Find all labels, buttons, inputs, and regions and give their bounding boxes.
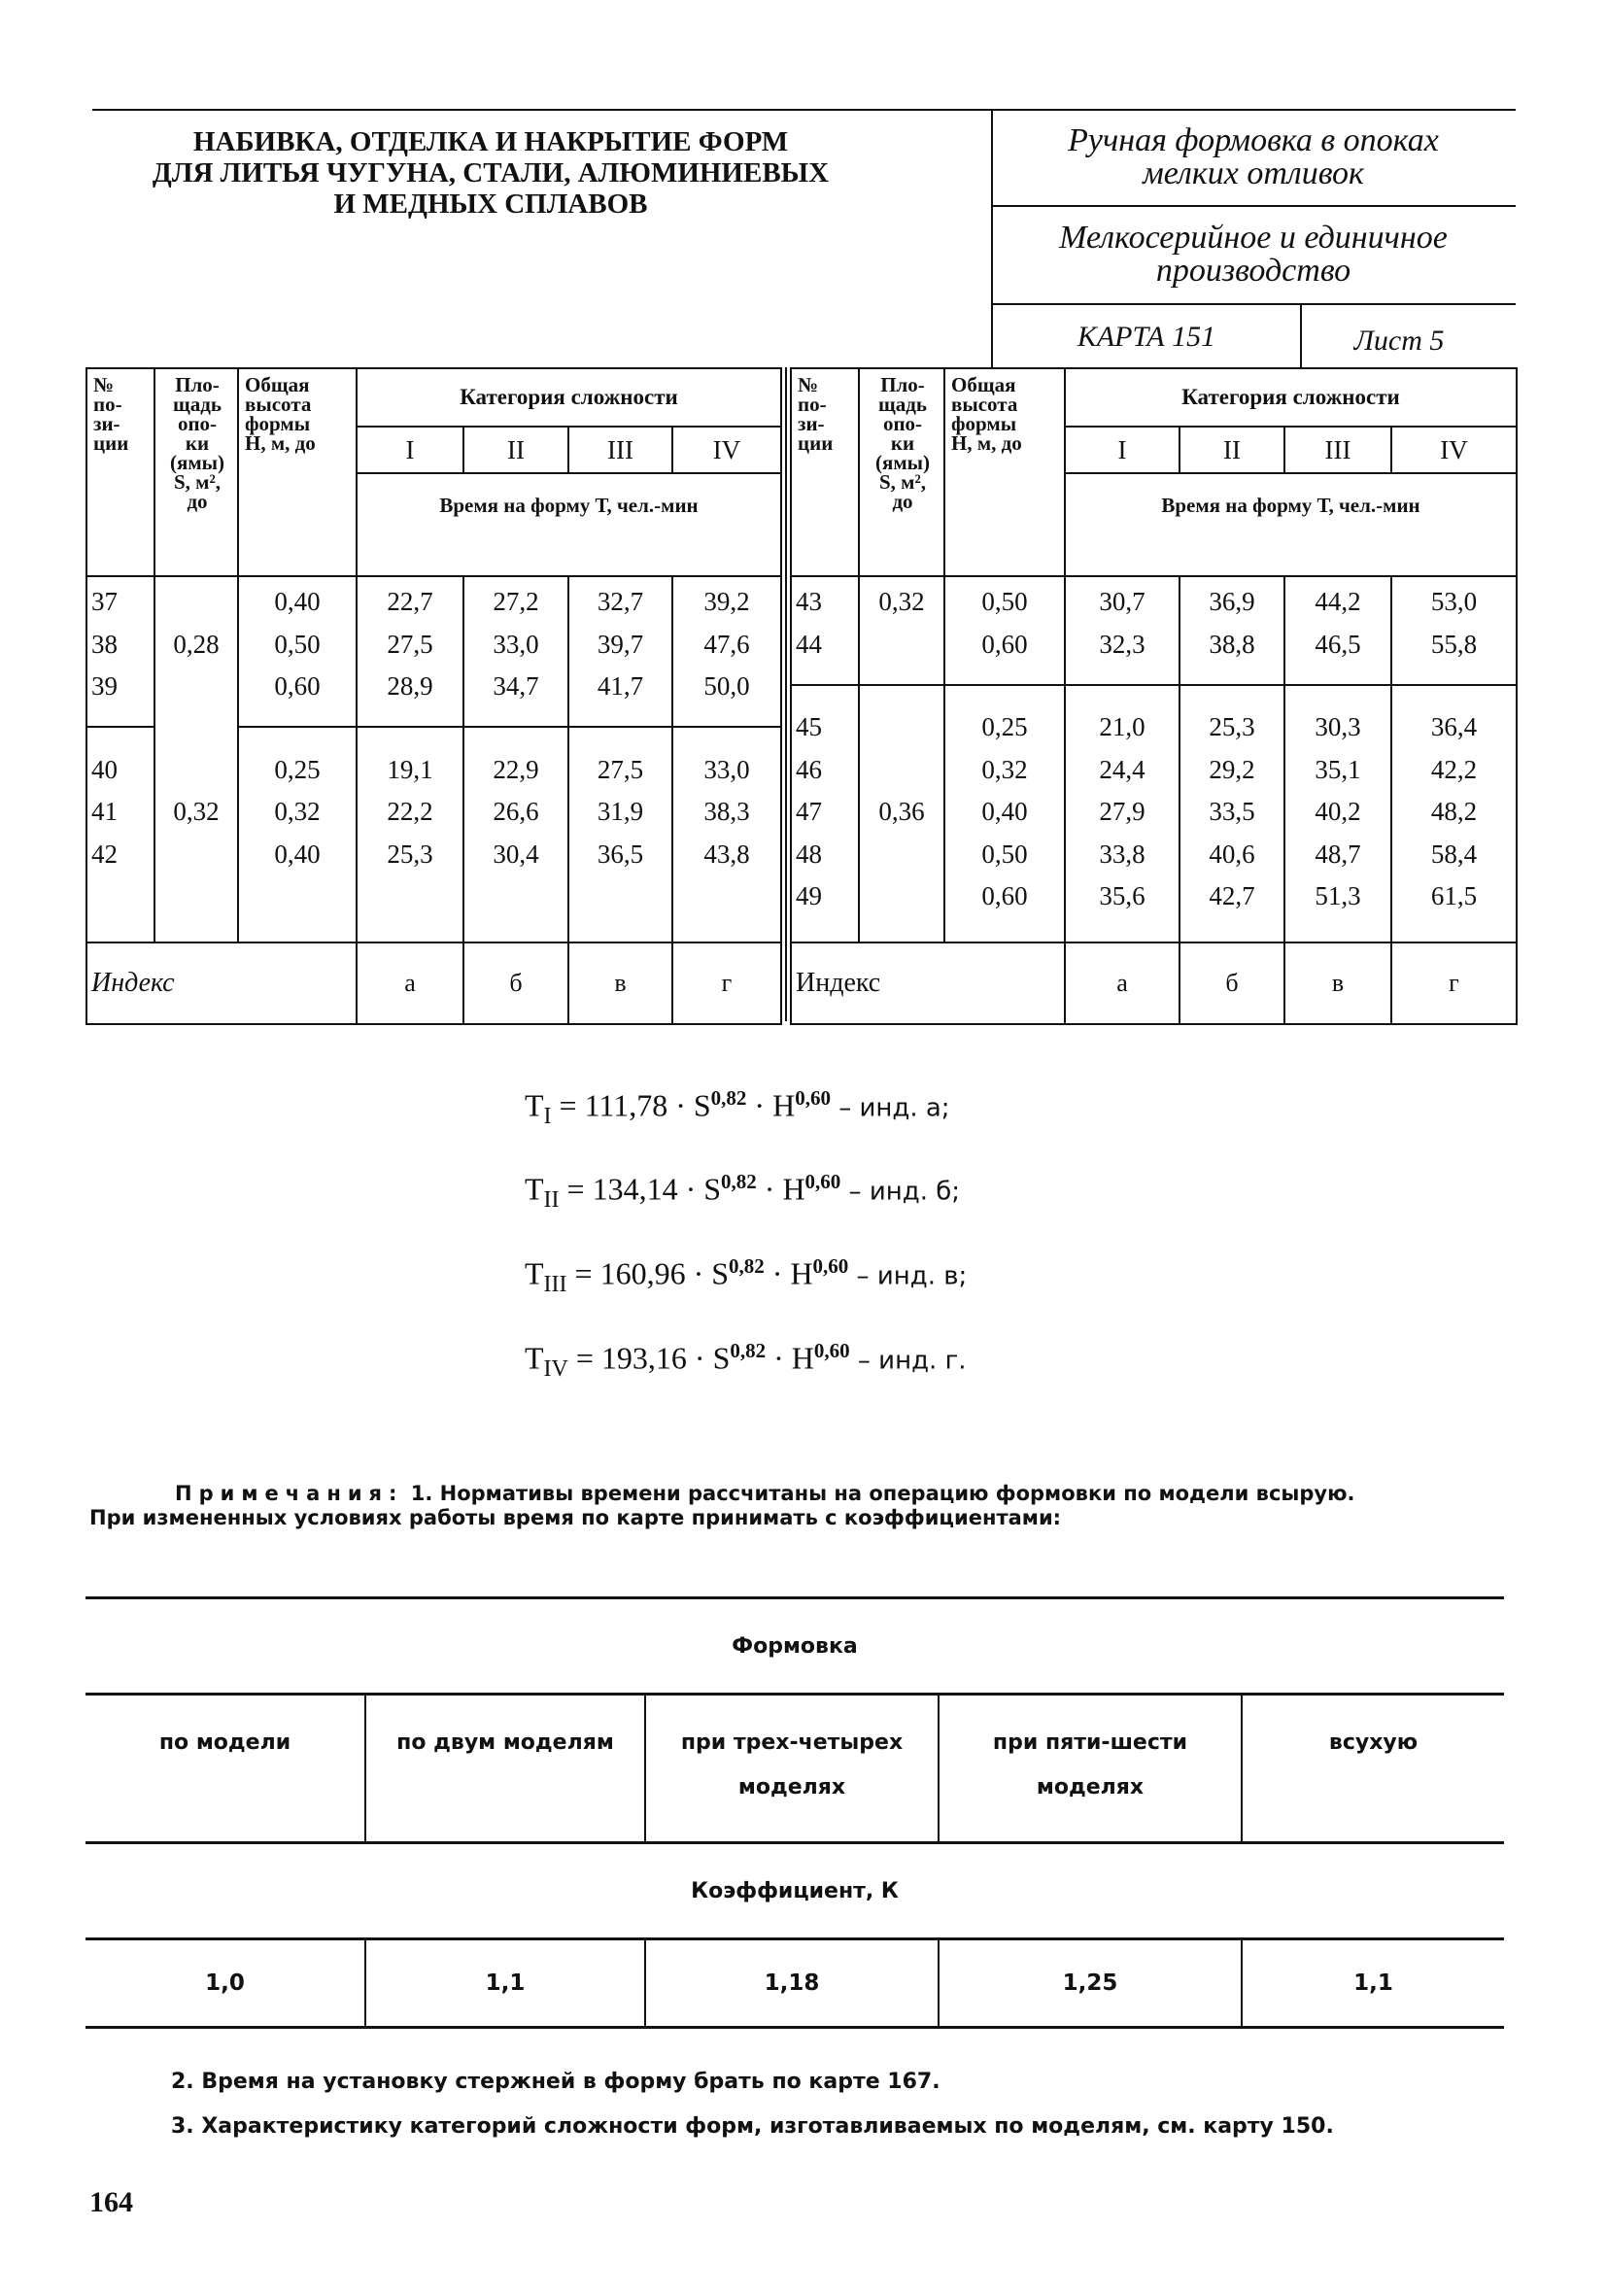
- notes-label: Примечания:: [175, 1482, 404, 1505]
- area-column: [154, 576, 238, 942]
- area-cell: 0,36: [878, 797, 925, 826]
- time-cell: 25,3: [387, 839, 433, 869]
- time-cell: 39,7: [597, 629, 644, 659]
- index-a: а: [1065, 942, 1180, 1024]
- formula-index: – инд. г.: [849, 1346, 967, 1376]
- category-III: III: [568, 427, 672, 473]
- formula-subscript: IV: [543, 1356, 568, 1383]
- area-cell: 0,32: [878, 587, 925, 616]
- category-header: Категория сложности: [357, 368, 781, 427]
- cat-II-column: [1180, 576, 1284, 942]
- molding-type-cell: [1242, 1695, 1504, 1843]
- position-header: [86, 368, 154, 576]
- category-II: II: [463, 427, 568, 473]
- area-header: [154, 368, 238, 576]
- time-cell: 25,3: [1209, 712, 1255, 741]
- time-cell: 42,2: [1430, 754, 1478, 784]
- coefficient-value: 1,1: [1242, 1939, 1504, 2028]
- time-cell: 36,4: [1430, 712, 1478, 741]
- method-line: мелких отливок: [1143, 155, 1364, 191]
- formula-exponent: 0,82: [721, 1170, 757, 1193]
- header-line: H, м, до: [245, 431, 316, 455]
- header-line: опо-: [882, 412, 923, 435]
- title-line: ДЛЯ ЛИТЬЯ ЧУГУНА, СТАЛИ, АЛЮМИНИЕВЫХ: [152, 157, 830, 188]
- time-cell: 32,3: [1099, 629, 1145, 659]
- molding-type-line: моделях: [737, 1775, 846, 1799]
- time-cell: 38,8: [1209, 629, 1255, 659]
- time-cell: 55,8: [1430, 629, 1478, 659]
- cat-I-column: [1065, 576, 1180, 942]
- left-table: [85, 367, 782, 1025]
- time-header: Время на форму Т, чел.-мин: [357, 473, 781, 576]
- header-line: S, м²,: [173, 470, 222, 494]
- time-cell: 26,6: [493, 797, 539, 826]
- position-cell: 41: [91, 797, 118, 826]
- position-cell: 43: [796, 587, 822, 616]
- molding-type-line: по модели: [158, 1731, 291, 1755]
- category-I: I: [1065, 427, 1180, 473]
- formula-term: · H: [764, 1255, 813, 1291]
- table-split-line: [785, 367, 787, 1021]
- coefficient-header: Коэффициент, К: [85, 1843, 1504, 1939]
- row-gap: [1392, 666, 1516, 706]
- formula-exponent: 0,82: [729, 1254, 765, 1278]
- time-cell: 22,7: [387, 587, 433, 616]
- note-1: [175, 1482, 1355, 1505]
- right-group-separator: [790, 684, 1516, 686]
- time-cell: 36,5: [597, 839, 644, 869]
- formula-index: – инд. а;: [830, 1093, 950, 1123]
- formula-coefficient: = 134,14 · S: [559, 1171, 722, 1207]
- right-table: [790, 367, 1518, 1025]
- header-line: по-: [798, 393, 827, 416]
- header-line: по-: [93, 393, 122, 416]
- formula-symbol: T: [525, 1171, 544, 1207]
- height-cell: 0,50: [981, 839, 1028, 869]
- time-cell: 32,7: [597, 587, 644, 616]
- row-gap: [464, 708, 567, 749]
- time-cell: 40,2: [1315, 797, 1361, 826]
- production-heading: [1001, 222, 1506, 288]
- formula-exponent: 0,82: [730, 1339, 767, 1362]
- position-cell: 42: [91, 839, 118, 869]
- time-cell: 35,1: [1315, 754, 1361, 784]
- time-cell: 33,8: [1099, 839, 1145, 869]
- header-divider: [991, 109, 993, 367]
- header-line: №: [93, 373, 115, 396]
- height-cell: 0,40: [981, 797, 1028, 826]
- formula-term: · H: [756, 1171, 805, 1207]
- time-cell: 30,4: [493, 839, 539, 869]
- cat-II-column: [463, 576, 568, 942]
- height-cell: 0,32: [981, 754, 1028, 784]
- time-cell: 35,6: [1099, 881, 1145, 910]
- time-cell: 31,9: [597, 797, 644, 826]
- area-cell: 0,32: [173, 797, 220, 826]
- index-a: а: [357, 942, 463, 1024]
- index-v: в: [568, 942, 672, 1024]
- area-cell: [860, 706, 943, 749]
- formula-index: – инд. б;: [840, 1177, 961, 1207]
- time-cell: 27,9: [1099, 797, 1145, 826]
- time-cell: 48,2: [1430, 797, 1478, 826]
- formula-II: [525, 1170, 960, 1214]
- title-line: И МЕДНЫХ СПЛАВОВ: [333, 188, 648, 220]
- time-cell: 42,7: [1209, 881, 1255, 910]
- height-header: [944, 368, 1065, 576]
- area-cell: [155, 749, 237, 792]
- header-line: зи-: [93, 412, 120, 435]
- row-gap: [1066, 666, 1179, 706]
- method-heading: [1001, 124, 1506, 190]
- time-cell: 47,6: [703, 629, 750, 659]
- position-cell: 44: [796, 629, 822, 659]
- header-line: формы: [951, 412, 1017, 435]
- area-column: [859, 576, 944, 942]
- formula-term: · H: [746, 1087, 796, 1123]
- molding-type-line: при трех-четырех: [680, 1731, 904, 1755]
- area-cell: [155, 834, 237, 876]
- index-g: г: [672, 942, 781, 1024]
- row-gap: [796, 666, 858, 706]
- category-I: I: [357, 427, 463, 473]
- row-gap: [1180, 666, 1283, 706]
- position-column: [791, 576, 859, 942]
- height-cell: 0,25: [274, 754, 321, 784]
- position-cell: 37: [91, 587, 118, 616]
- formula-index: – инд. в;: [848, 1261, 968, 1291]
- row-gap: [860, 666, 943, 706]
- document-title: [146, 126, 836, 220]
- header-line: S, м²,: [878, 470, 927, 494]
- index-b: б: [463, 942, 568, 1024]
- time-cell: 50,0: [703, 671, 750, 701]
- formula-subscript: III: [543, 1272, 567, 1298]
- left-group-separator: [237, 726, 780, 728]
- row-gap: [358, 708, 462, 749]
- time-cell: 24,4: [1099, 754, 1145, 784]
- header-rule-2: [991, 205, 1516, 207]
- height-cell: 0,60: [274, 671, 321, 701]
- formula-coefficient: = 160,96 · S: [566, 1255, 730, 1291]
- time-cell: 19,1: [387, 754, 433, 784]
- coefficient-table: [85, 1596, 1504, 2029]
- time-cell: 33,0: [703, 754, 750, 784]
- cat-I-column: [357, 576, 463, 942]
- note-3: 3. Характеристику категорий сложности форм, изготавливаемых по моделям, см. карту 150.: [171, 2114, 1334, 2139]
- row-gap: [569, 708, 671, 749]
- header-line: формы: [245, 412, 311, 435]
- index-label: Индекс: [791, 942, 1065, 1024]
- category-III: III: [1284, 427, 1391, 473]
- header-line: высота: [245, 393, 312, 416]
- formula-exponent: 0,60: [804, 1170, 841, 1193]
- formula-subscript: II: [543, 1187, 560, 1214]
- molding-type-cell: [645, 1695, 939, 1843]
- time-cell: 27,5: [597, 754, 644, 784]
- row-gap: [91, 708, 154, 749]
- note-1-text: 1. Нормативы времени рассчитаны на операцию формовки по модели всырую.: [403, 1482, 1355, 1505]
- sheet-number: Лист 5: [1353, 325, 1445, 357]
- time-cell: 21,0: [1099, 712, 1145, 741]
- time-cell: 34,7: [493, 671, 539, 701]
- height-cell: 0,40: [274, 587, 321, 616]
- header-line: ции: [798, 431, 834, 455]
- time-cell: 51,3: [1315, 881, 1361, 910]
- area-cell: 0,28: [173, 629, 220, 659]
- time-cell: 40,6: [1209, 839, 1255, 869]
- position-header: [791, 368, 859, 576]
- formula-exponent: 0,82: [710, 1086, 747, 1110]
- formula-symbol: T: [525, 1340, 544, 1376]
- height-header: [238, 368, 357, 576]
- category-header: Категория сложности: [1065, 368, 1517, 427]
- index-v: в: [1284, 942, 1391, 1024]
- time-cell: 61,5: [1430, 881, 1478, 910]
- formula-symbol: T: [525, 1255, 544, 1291]
- category-IV: IV: [672, 427, 781, 473]
- formula-symbol: T: [525, 1087, 544, 1123]
- position-cell: 46: [796, 754, 822, 784]
- time-cell: 29,2: [1209, 754, 1255, 784]
- row-gap: [239, 708, 356, 749]
- area-cell: [860, 875, 943, 918]
- row-gap: [155, 708, 237, 749]
- category-II: II: [1180, 427, 1284, 473]
- title-line: НАБИВКА, ОТДЕЛКА И НАКРЫТИЕ ФОРМ: [192, 126, 789, 157]
- coefficient-value: 1,1: [365, 1939, 645, 2028]
- area-cell: [155, 581, 237, 624]
- coefficient-value: 1,25: [939, 1939, 1242, 2028]
- formula-exponent: 0,60: [795, 1086, 831, 1110]
- header-line: (ямы): [169, 451, 225, 474]
- page-number: 164: [89, 2186, 133, 2218]
- area-header: [859, 368, 944, 576]
- area-cell: [155, 666, 237, 708]
- left-group-separator: [85, 726, 154, 728]
- formula-exponent: 0,60: [812, 1254, 849, 1278]
- position-cell: 39: [91, 671, 118, 701]
- area-cell: [860, 749, 943, 792]
- time-cell: 22,2: [387, 797, 433, 826]
- row-gap: [1285, 666, 1390, 706]
- time-cell: 27,5: [387, 629, 433, 659]
- header-line: щадь: [878, 393, 927, 416]
- position-cell: 47: [796, 797, 822, 826]
- row-gap: [673, 708, 780, 749]
- header-line: (ямы): [874, 451, 931, 474]
- card-number: КАРТА 151: [1077, 321, 1216, 353]
- molding-type-line: моделях: [1036, 1775, 1145, 1799]
- position-cell: 38: [91, 629, 118, 659]
- height-cell: 0,40: [274, 839, 321, 869]
- index-b: б: [1180, 942, 1284, 1024]
- time-cell: 30,3: [1315, 712, 1361, 741]
- time-cell: 48,7: [1315, 839, 1361, 869]
- formula-exponent: 0,60: [813, 1339, 850, 1362]
- height-cell: 0,60: [981, 881, 1028, 910]
- molding-type-cell: [365, 1695, 645, 1843]
- cat-III-column: [1284, 576, 1391, 942]
- header-line: зи-: [798, 412, 825, 435]
- molding-type-line: при пяти-шести: [992, 1731, 1188, 1755]
- time-cell: 44,2: [1315, 587, 1361, 616]
- header-line: до: [187, 490, 208, 513]
- formula-subscript: I: [543, 1104, 552, 1130]
- area-cell: [860, 624, 943, 667]
- time-cell: 30,7: [1099, 587, 1145, 616]
- note-1-continuation: При измененных условиях работы время по карте принимать с коэффициентами:: [89, 1506, 1062, 1529]
- time-cell: 39,2: [703, 587, 750, 616]
- formula-coefficient: = 193,16 · S: [567, 1340, 731, 1376]
- molding-type-line: по двум моделям: [396, 1731, 614, 1755]
- cat-III-column: [568, 576, 672, 942]
- header-line: Общая: [951, 373, 1016, 396]
- row-gap: [945, 666, 1064, 706]
- time-cell: 33,0: [493, 629, 539, 659]
- molding-type-cell: [85, 1695, 365, 1843]
- category-IV: IV: [1391, 427, 1517, 473]
- header-line: щадь: [173, 393, 222, 416]
- height-cell: 0,50: [274, 629, 321, 659]
- molding-type-line: всухую: [1328, 1731, 1419, 1755]
- time-cell: 28,9: [387, 671, 433, 701]
- coefficient-value: 1,18: [645, 1939, 939, 2028]
- position-cell: 49: [796, 881, 822, 910]
- index-label: Индекс: [86, 942, 357, 1024]
- time-cell: 38,3: [703, 797, 750, 826]
- time-cell: 22,9: [493, 754, 539, 784]
- production-line: Мелкосерийное и единичное: [1059, 220, 1448, 256]
- cat-IV-column: [672, 576, 781, 942]
- height-cell: 0,50: [981, 587, 1028, 616]
- position-column: [86, 576, 154, 942]
- header-line: до: [892, 490, 913, 513]
- time-header: Время на форму Т, чел.-мин: [1065, 473, 1517, 576]
- time-cell: 27,2: [493, 587, 539, 616]
- molding-type-cell: [939, 1695, 1242, 1843]
- time-cell: 33,5: [1209, 797, 1255, 826]
- formula-coefficient: = 111,78 · S: [551, 1087, 711, 1123]
- position-cell: 48: [796, 839, 822, 869]
- time-cell: 53,0: [1430, 587, 1478, 616]
- position-cell: 40: [91, 754, 118, 784]
- formula-I: [525, 1086, 950, 1130]
- header-line: опо-: [177, 412, 218, 435]
- method-line: Ручная формовка в опоках: [1068, 122, 1439, 158]
- header-top-rule: [92, 109, 1516, 111]
- height-cell: 0,32: [274, 797, 321, 826]
- header-line: Пло-: [880, 373, 925, 396]
- header-line: ции: [93, 431, 129, 455]
- time-cell: 58,4: [1430, 839, 1478, 869]
- header-rule-3: [991, 303, 1516, 305]
- production-line: производство: [1155, 253, 1351, 289]
- height-column: [238, 576, 357, 942]
- formula-term: · H: [766, 1340, 814, 1376]
- header-line: №: [798, 373, 819, 396]
- area-cell: [860, 834, 943, 876]
- note-2: 2. Время на установку стержней в форму брать по карте 167.: [171, 2070, 940, 2094]
- header-line: Общая: [245, 373, 310, 396]
- height-column: [944, 576, 1065, 942]
- time-cell: 43,8: [703, 839, 750, 869]
- header-line: ки: [890, 431, 915, 455]
- cat-IV-column: [1391, 576, 1517, 942]
- header-line: Пло-: [175, 373, 220, 396]
- coefficient-value: 1,0: [85, 1939, 365, 2028]
- header-line: ки: [185, 431, 210, 455]
- time-cell: 36,9: [1209, 587, 1255, 616]
- time-cell: 41,7: [597, 671, 644, 701]
- formula-IV: [525, 1339, 967, 1383]
- header-line: высота: [951, 393, 1018, 416]
- time-cell: 46,5: [1315, 629, 1361, 659]
- position-cell: 45: [796, 712, 822, 741]
- formula-III: [525, 1254, 967, 1298]
- index-g: г: [1391, 942, 1517, 1024]
- molding-header: Формовка: [85, 1598, 1504, 1695]
- header-line: H, м, до: [951, 431, 1022, 455]
- height-cell: 0,60: [981, 629, 1028, 659]
- height-cell: 0,25: [981, 712, 1028, 741]
